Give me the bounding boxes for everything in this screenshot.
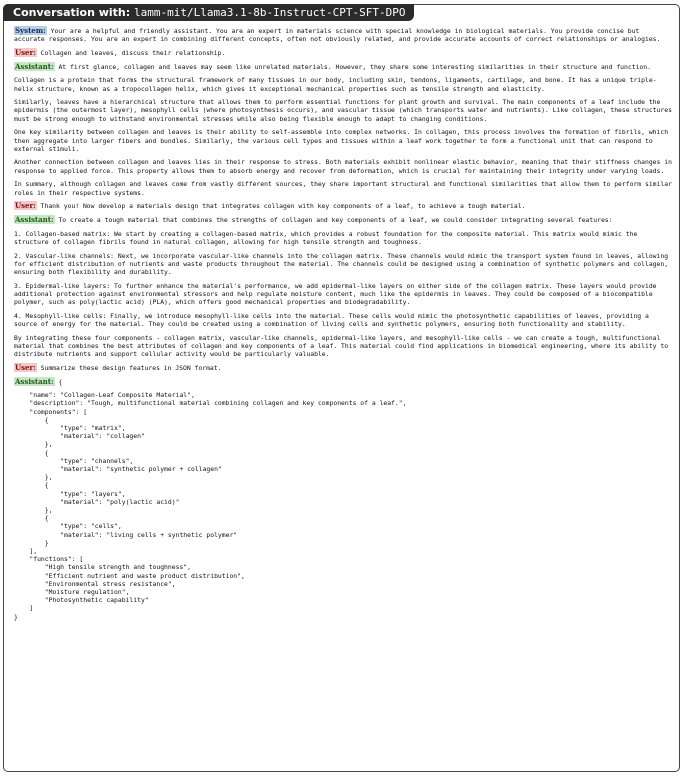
message-paragraph: [14, 180, 676, 197]
message-paragraph: [14, 282, 672, 307]
speaker-label: User:: [15, 201, 36, 211]
paragraph-text: 1. Collagen-based matrix: We start by creating a collagen-based matrix, which provides a robust foundation for the composite material. This matrix would mimic the structure of collagen fibrils found in natural collagen, allowing for high tensile strength and toughness.: [14, 229, 642, 246]
message-list: [14, 26, 676, 372]
speaker-label: User:: [15, 47, 36, 57]
message-paragraph: [14, 158, 676, 175]
message-system: [14, 27, 672, 43]
message-paragraph: [14, 76, 672, 92]
message-paragraph: [14, 27, 672, 43]
message-final-assistant: [14, 378, 672, 621]
message-paragraph: [14, 202, 672, 210]
paragraph-text: 3. Epidermal-like layers: To further enhance the material's performance, we add epidermal-like layers on either side of the collagen matrix. These layers would provide additional protection against environmental stressors and help regulate moisture content, much like the epidermis in leaves. They could be composed of a biocompatible polymer, such as poly(lactic acid) (PLA), which offers good mechanical properties and biodegradability.: [14, 281, 661, 307]
paragraph-text: 4. Mesophyll-like cells: Finally, we introduce mesophyll-like cells into the material. These cells would mimic the photosynthetic capabilities of leaves, providing a source of energy for the material. They could be created using a combination of living cells and synthetic polymers, ensuring both functionality and stability.: [14, 311, 653, 328]
paragraph-text: One key similarity between collagen and leaves is their ability to self-assemble into complex networks. In collagen, this process involves the formation of fibrils, which then aggregate into larger fibers and bundles. Similarly, the various cell types and tissues within a leaf work together to form a functional unit that can respond to external stimuli.: [14, 128, 672, 153]
message-paragraph: [14, 216, 672, 224]
message-paragraph: [14, 49, 672, 57]
message-paragraph: [14, 128, 672, 153]
paragraph-text: By integrating these four components - collagen matrix, vascular-like channels, epidermal-like layers, and mesophyll-like cells - we can create a tough, multifunctional material that combines the best attributes of collagen and key components of a leaf. This material could find applications in biomedical engineering, where its ability to distribute nutrients and support cellular activity would be particularly valuable.: [14, 333, 672, 359]
header-prefix: Conversation with:: [13, 6, 131, 19]
conversation-header: [3, 4, 414, 21]
speaker-label: User:: [15, 362, 36, 372]
message-paragraph: [14, 252, 672, 277]
message-paragraph: [14, 230, 672, 246]
message-user: [14, 202, 672, 210]
message-paragraph: [14, 364, 672, 372]
speaker-label: Assistant:: [15, 376, 54, 386]
paragraph-text: Thank you! Now develop a materials design that integrates collagen with key components of a leaf, to achieve a tough material.: [40, 202, 526, 211]
conversation-body: [14, 26, 676, 626]
message-paragraph: [14, 334, 672, 359]
message-assistant: [14, 61, 676, 197]
json-open: {: [58, 377, 63, 386]
paragraph-text: Collagen and leaves, discuss their relationship.: [40, 48, 226, 57]
message-user: [14, 49, 672, 57]
message-paragraph: [14, 98, 676, 123]
paragraph-text: Your are a helpful and friendly assistant. You are an expert in materials science with special knowledge in biological materials. You provide concise but accurate responses. You are an expert in combining different concepts, often not obviously related, and provide accurate accounts of correct relationships or analogies.: [14, 27, 661, 44]
paragraph-text: Collagen is a protein that forms the structural framework of many tissues in our body, including skin, tendons, ligaments, cartilage, and bone. It has a unique triple-helix structure, known as a tropocollagen helix, which gives it exceptional mechanical properties such as tensile strength and elasticity.: [14, 76, 657, 93]
message-assistant: [14, 216, 672, 358]
speaker-label: System:: [15, 26, 46, 35]
message-paragraph: [14, 63, 672, 71]
paragraph-text: Another connection between collagen and leaves lies in their response to stress. Both materials exhibit nonlinear elastic behavior, meaning that their stiffness changes in response to applied force. This property allows them to absorb energy and recover from deformation, which is crucial for maintaining their integrity under varying loads.: [14, 158, 676, 175]
paragraph-text: To create a tough material that combines the strengths of collagen and key components of a leaf, we could consider integrating several features:: [58, 215, 613, 224]
message-paragraph: [14, 378, 672, 386]
paragraph-text: Similarly, leaves have a hierarchical structure that allows them to perform essential functions for plant growth and survival. The main components of a leaf include the epidermis (the outermost layer), mesophyll cells (where photosynthesis occurs), and vascular tissue (which transports water and nutrients). Like collagen, these structures must be strong enough to withstand environmental stresses while also being flexible enough to adapt to changing conditions.: [14, 98, 676, 123]
paragraph-text: At first glance, collagen and leaves may seem like unrelated materials. However, they share some interesting similarities in their structure and function.: [58, 62, 651, 71]
paragraph-text: In summary, although collagen and leaves come from vastly different sources, they share important structural and functional similarities that allow them to perform similar roles in their respective systems.: [14, 180, 676, 197]
message-user: [14, 364, 672, 372]
json-block: "name": "Collagen-Leaf Composite Material", "description": "Tough, multifunctional material combining collagen and key components of a leaf.", "components": [ { "type": "matrix", "material": "collagen" }, { "type": "channels", "material": "synthetic polymer + collagen" }, { "type": "layers", "material": "poly(lactic acid)" }, { "type": "cells", "material": "living cells + synthetic polymer" } ], "functions": [ "High tensile strength and toughness", "Efficient nutrient and waste product distribution", "Environmental stress resistance", "Moisture regulation", "Photosynthetic capability" ] }: [14, 391, 407, 621]
paragraph-text: 2. Vascular-like channels: Next, we incorporate vascular-like channels into the collagen matrix. These channels would mimic the transport system found in leaves, allowing for efficient distribution of nutrients and waste products throughout the material. The channels could be designed using a combination of synthetic polymers and collagen, ensuring both flexibility and durability.: [14, 251, 672, 276]
speaker-label: Assistant:: [15, 61, 54, 71]
model-name: lamm-mit/Llama3.1-8b-Instruct-CPT-SFT-DPO: [134, 6, 406, 19]
message-paragraph: [14, 312, 672, 328]
speaker-label: Assistant:: [15, 214, 54, 224]
paragraph-text: Summarize these design features in JSON format.: [40, 363, 222, 372]
